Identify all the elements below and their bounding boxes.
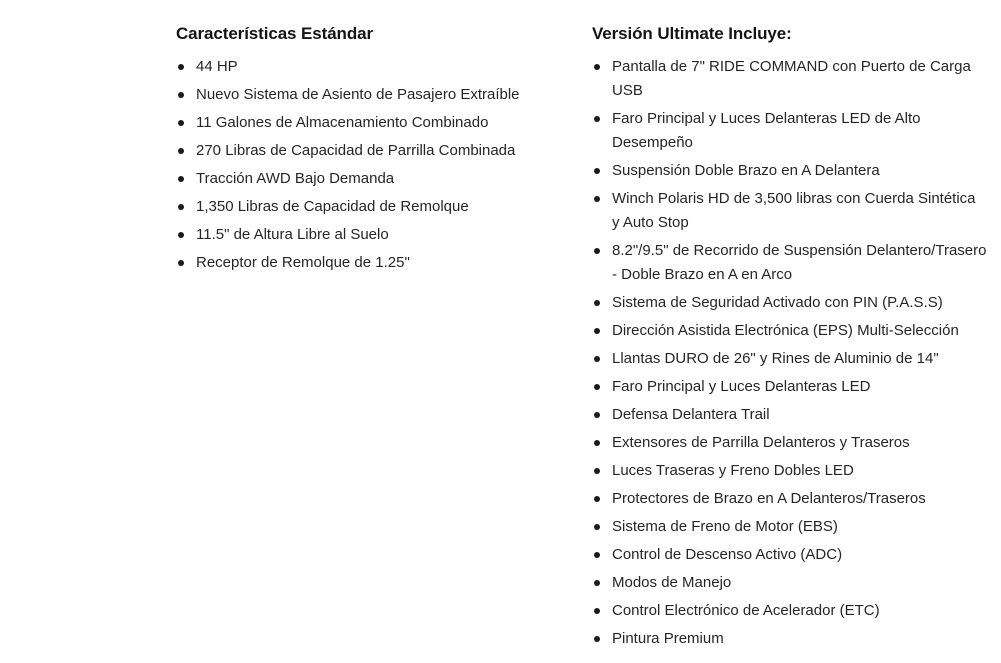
feature-list-item: [592, 187, 987, 235]
feature-text: Suspensión Doble Brazo en A Delantera: [612, 162, 880, 179]
feature-list-item: [176, 83, 556, 107]
feature-text: Faro Principal y Luces Delanteras LED: [612, 378, 871, 395]
feature-text: Defensa Delantera Trail: [612, 406, 770, 423]
feature-list-item: [176, 55, 556, 79]
bullet-icon: [594, 496, 600, 502]
feature-text: Winch Polaris HD de 3,500 libras con Cuerda Sintética y Auto Stop: [612, 190, 976, 231]
standard-features-title: Características Estándar: [176, 24, 373, 43]
bullet-icon: [594, 384, 600, 390]
feature-text: Faro Principal y Luces Delanteras LED de Alto Desempeño: [612, 110, 921, 151]
bullet-icon: [594, 300, 600, 306]
feature-list-item: [592, 159, 987, 183]
bullet-icon: [594, 608, 600, 614]
bullet-icon: [594, 636, 600, 642]
bullet-icon: [178, 176, 184, 182]
feature-text: 11 Galones de Almacenamiento Combinado: [196, 114, 489, 131]
bullet-icon: [594, 328, 600, 334]
bullet-icon: [178, 148, 184, 154]
bullet-icon: [594, 168, 600, 174]
feature-list-item: [176, 251, 556, 275]
feature-list-item: [592, 459, 987, 483]
feature-text: Sistema de Freno de Motor (EBS): [612, 518, 838, 535]
bullet-icon: [594, 580, 600, 586]
bullet-icon: [594, 64, 600, 70]
feature-text: 8.2"/9.5" de Recorrido de Suspensión Delantero/Trasero - Doble Brazo en A en Arco: [612, 242, 987, 283]
bullet-icon: [594, 196, 600, 202]
bullet-icon: [178, 260, 184, 266]
ultimate-features-list: [592, 55, 987, 651]
feature-text: 1,350 Libras de Capacidad de Remolque: [196, 198, 469, 215]
feature-text: Llantas DURO de 26" y Rines de Aluminio de 14": [612, 350, 939, 367]
feature-text: Nuevo Sistema de Asiento de Pasajero Extraíble: [196, 86, 520, 103]
feature-text: Modos de Manejo: [612, 574, 732, 591]
feature-list-item: [592, 599, 987, 623]
bullet-icon: [178, 204, 184, 210]
bullet-icon: [594, 412, 600, 418]
feature-list-item: [592, 571, 987, 595]
bullet-icon: [594, 468, 600, 474]
feature-list-item: [592, 403, 987, 427]
feature-list-item: [592, 239, 987, 287]
feature-text: Pintura Premium: [612, 630, 724, 647]
feature-text: Sistema de Seguridad Activado con PIN (P.A.S.S): [612, 294, 943, 311]
feature-text: Receptor de Remolque de 1.25": [196, 254, 410, 271]
feature-text: Extensores de Parrilla Delanteros y Traseros: [612, 434, 910, 451]
feature-list-item: [592, 347, 987, 371]
feature-list-item: [176, 111, 556, 135]
bullet-icon: [594, 116, 600, 122]
feature-list-item: [592, 291, 987, 315]
feature-list-item: [592, 107, 987, 155]
ultimate-features-title: Versión Ultimate Incluye:: [592, 24, 792, 43]
feature-list-item: [592, 431, 987, 455]
feature-text: Control de Descenso Activo (ADC): [612, 546, 843, 563]
feature-text: Luces Traseras y Freno Dobles LED: [612, 462, 854, 479]
feature-text: Dirección Asistida Electrónica (EPS) Multi-Selección: [612, 322, 959, 339]
bullet-icon: [178, 64, 184, 70]
bullet-icon: [594, 552, 600, 558]
bullet-icon: [594, 356, 600, 362]
feature-text: 11.5" de Altura Libre al Suelo: [196, 226, 389, 243]
feature-list-item: [176, 139, 556, 163]
standard-features-section: [176, 22, 556, 279]
bullet-icon: [594, 440, 600, 446]
feature-list-item: [592, 375, 987, 399]
standard-features-list: [176, 55, 556, 275]
ultimate-features-section: [592, 22, 987, 655]
feature-list-item: [592, 627, 987, 651]
bullet-icon: [178, 232, 184, 238]
feature-list-item: [592, 319, 987, 343]
bullet-icon: [178, 92, 184, 98]
feature-list-item: [592, 515, 987, 539]
feature-list-item: [592, 487, 987, 511]
feature-list-item: [592, 543, 987, 567]
feature-text: Tracción AWD Bajo Demanda: [196, 170, 395, 187]
feature-list-item: [176, 223, 556, 247]
feature-text: Control Electrónico de Acelerador (ETC): [612, 602, 880, 619]
bullet-icon: [594, 524, 600, 530]
feature-list-item: [592, 55, 987, 103]
bullet-icon: [594, 248, 600, 254]
feature-list-item: [176, 195, 556, 219]
feature-list-item: [176, 167, 556, 191]
feature-text: Pantalla de 7" RIDE COMMAND con Puerto de Carga USB: [612, 58, 971, 99]
bullet-icon: [178, 120, 184, 126]
feature-text: 44 HP: [196, 58, 238, 75]
feature-text: Protectores de Brazo en A Delanteros/Traseros: [612, 490, 926, 507]
feature-text: 270 Libras de Capacidad de Parrilla Combinada: [196, 142, 516, 159]
